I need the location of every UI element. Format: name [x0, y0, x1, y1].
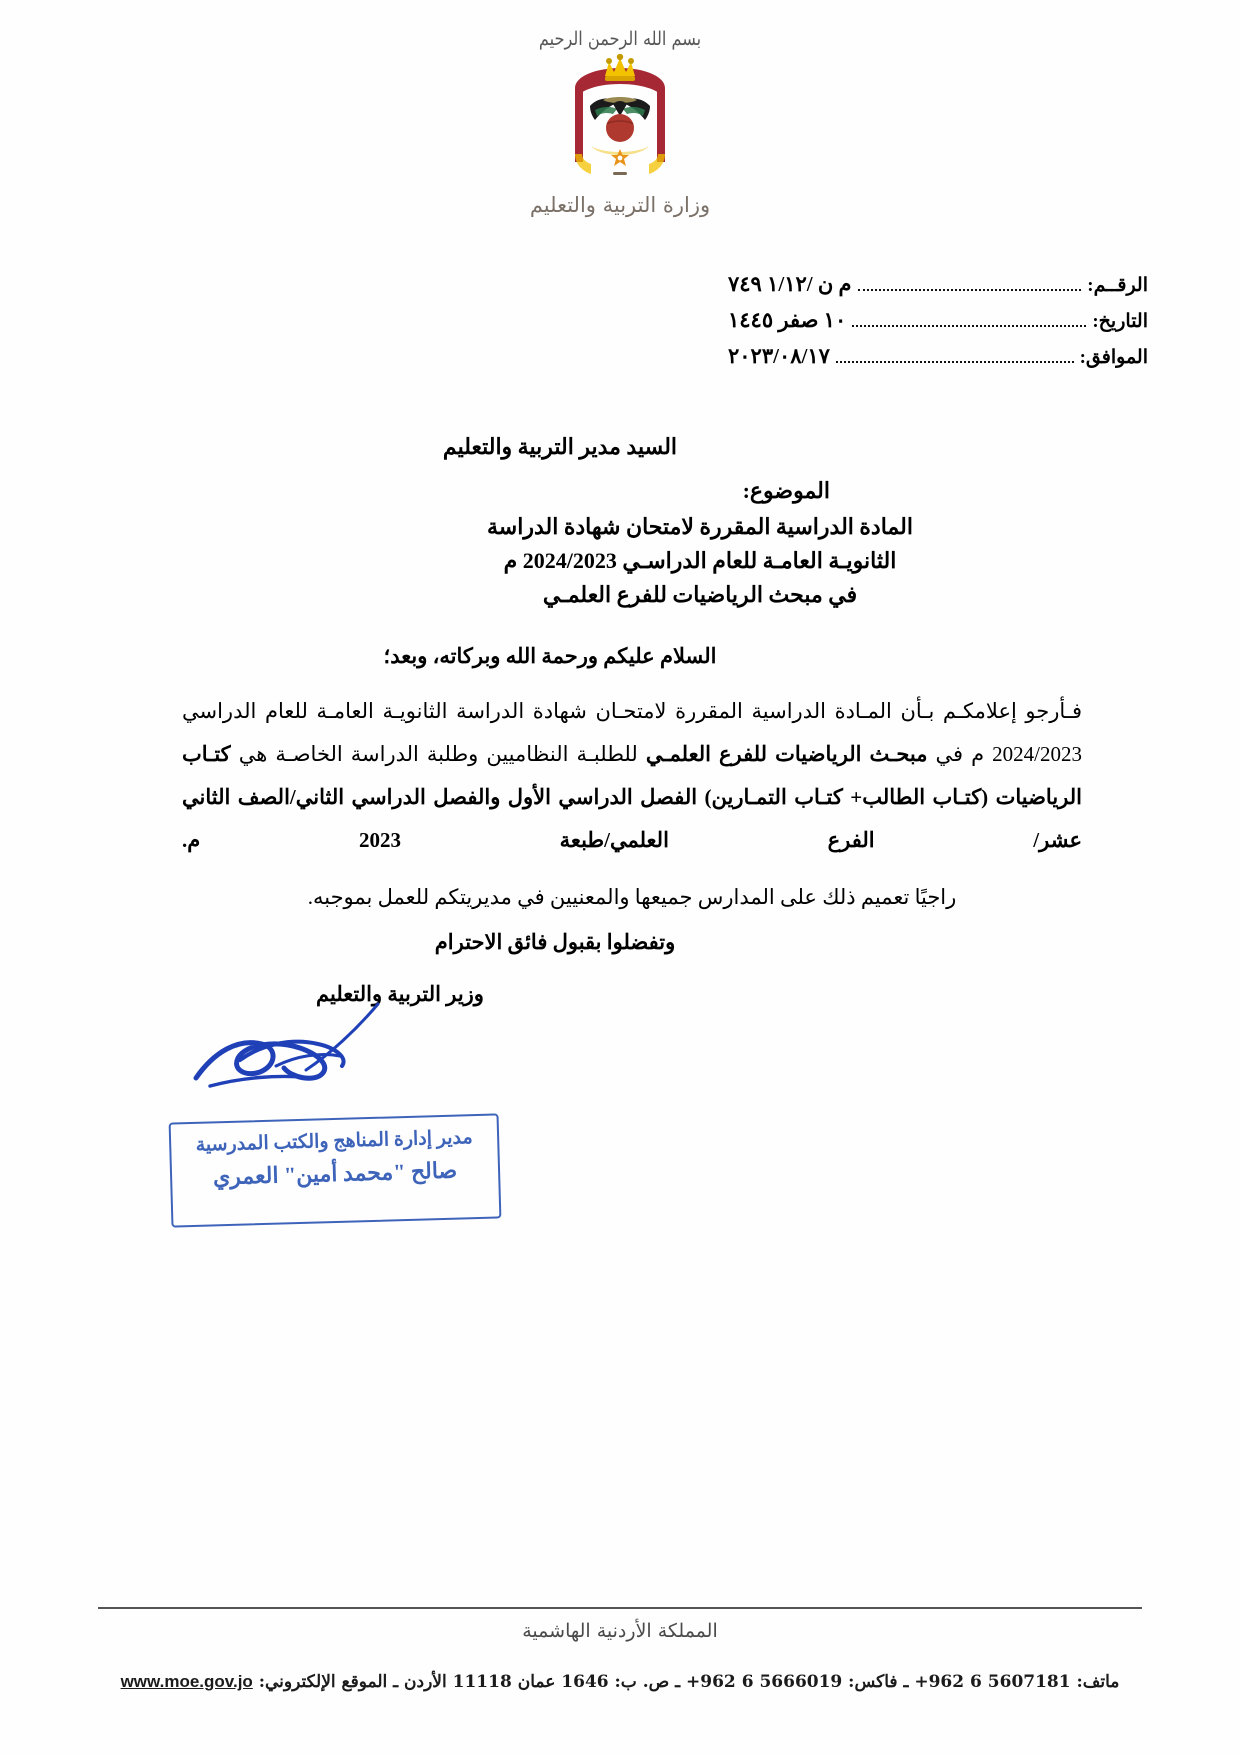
- meta-row-gregorian-date: [728, 344, 1148, 369]
- note-paragraph: راجيًا تعميم ذلك على المدارس جميعها والمعنيين في مديريتكم للعمل بموجبه.: [307, 885, 957, 909]
- addressee-line: السيد مدير التربية والتعليم: [442, 434, 678, 459]
- meta-row-hijri-date: [728, 308, 1148, 333]
- meta-dots: [852, 325, 1086, 327]
- paragraph-part-1: فـأرجو إعلامكـم بـأن المـادة الدراسية المقررة لامتحـان شهادة الدراسة الثانويـة العامـة للعام الدراسي 2024/2023 م في: [182, 699, 1082, 767]
- subject-line-2: الثانويـة العامـة للعام الدراسـي 2024/2023 م: [503, 548, 897, 574]
- meta-value-number: م ن /١/١٢ ٧٤٩: [728, 272, 852, 296]
- paragraph-part-4: كتـاب الرياضيات (كتـاب الطالب+ كتـاب التمـارين) الفصل الدراسي الأول والفصل الدراسي الثاني/الصف الثاني عشر/ الفرع العلمي/طبعة 2023 م.: [182, 742, 1082, 853]
- basmala-text: بسم الله الرحمن الرحيم: [538, 28, 702, 50]
- document-header: [0, 28, 1240, 217]
- meta-label-hijri-date: التاريخ:: [1092, 311, 1148, 332]
- document-meta-block: [728, 272, 1148, 380]
- meta-dots: [836, 361, 1074, 363]
- signatory-title: وزير التربية والتعليم: [316, 982, 484, 1006]
- handwritten-signature-icon: [180, 1000, 410, 1115]
- meta-value-hijri-date: ١٠ صفر ١٤٤٥: [728, 308, 847, 332]
- footer-website-link[interactable]: www.moe.gov.jo: [120, 1672, 253, 1691]
- footer-contact-line: [0, 1672, 1240, 1692]
- paragraph-part-3: للطلبـة النظاميين وطلبة الدراسة الخاصـة هي: [230, 742, 646, 767]
- stamp-title: مدير إدارة المناهج والكتب المدرسية: [195, 1127, 473, 1156]
- salutation-line: السلام عليكم ورحمة الله وبركاته، وبعد؛: [383, 644, 717, 668]
- subject-line-3: في مبحث الرياضيات للفرع العلمـي: [542, 582, 858, 608]
- footer-contact-text: ماتف: 5607181 6 962+ ـ فاكس: 5666019 6 962+ ـ ص. ب: 1646 عمان 11118 الأردن ـ الموقع الإلكتروني:: [258, 1672, 1120, 1692]
- footer-kingdom-name: المملكة الأردنية الهاشمية: [522, 1620, 718, 1642]
- meta-row-number: [728, 272, 1148, 297]
- jordan-coat-of-arms-emblem: [535, 54, 705, 189]
- footer-divider: [98, 1607, 1142, 1609]
- ministry-name: وزارة التربية والتعليم: [529, 193, 711, 217]
- meta-label-gregorian-date: الموافق:: [1079, 347, 1148, 368]
- stamp-name: صالح "محمد أمين" العمري: [212, 1157, 458, 1190]
- meta-dots: [858, 289, 1082, 291]
- subject-block: [320, 478, 1080, 612]
- subject-label: الموضوع:: [742, 478, 830, 503]
- main-paragraph: [182, 690, 1082, 862]
- subject-line-1: المادة الدراسية المقررة لامتحان شهادة الدراسة: [487, 514, 913, 539]
- paragraph-part-2: مبحـث الرياضيات للفرع العلمـي: [645, 742, 928, 767]
- approval-stamp: [169, 1113, 502, 1227]
- closing-line: وتفضلوا بقبول فائق الاحترام: [434, 930, 676, 954]
- meta-value-gregorian-date: ٢٠٢٣/٠٨/١٧: [728, 344, 830, 368]
- meta-label-number: الرقــم:: [1087, 275, 1148, 296]
